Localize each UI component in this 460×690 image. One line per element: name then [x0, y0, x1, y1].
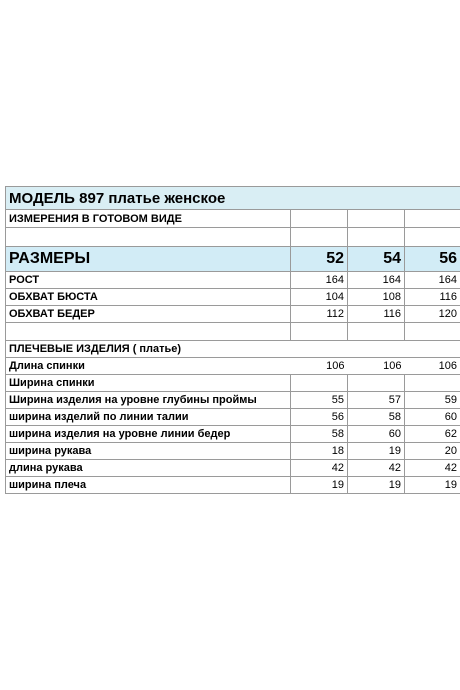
cell-value: 164 — [405, 272, 460, 289]
table-row — [6, 289, 460, 306]
table-row — [6, 272, 460, 289]
row-label: Ширина спинки — [6, 375, 291, 392]
cell-value: 164 — [291, 272, 348, 289]
table-row — [6, 358, 460, 375]
measurements-subtitle: ИЗМЕРЕНИЯ В ГОТОВОМ ВИДЕ — [6, 210, 291, 228]
cell-value: 42 — [348, 460, 405, 477]
cell-value: 106 — [291, 358, 348, 375]
cell-value: 56 — [291, 409, 348, 426]
section-header-row — [6, 341, 460, 358]
row-label: Ширина изделия на уровне глубины проймы — [6, 392, 291, 409]
cell-value: 20 — [405, 443, 460, 460]
row-label: длина рукава — [6, 460, 291, 477]
cell-value — [405, 375, 460, 392]
cell-value: 116 — [405, 289, 460, 306]
cell-value: 18 — [291, 443, 348, 460]
size-chart-table — [5, 186, 460, 494]
cell-value: 60 — [405, 409, 460, 426]
cell-value: 19 — [348, 443, 405, 460]
row-label: ОБХВАТ БЮСТА — [6, 289, 291, 306]
table-row — [6, 460, 460, 477]
table-row — [6, 426, 460, 443]
table-row — [6, 443, 460, 460]
cell-value — [348, 375, 405, 392]
row-label: ОБХВАТ БЕДЕР — [6, 306, 291, 323]
table-row — [6, 375, 460, 392]
cell-value: 104 — [291, 289, 348, 306]
blank-row — [6, 228, 460, 247]
section-label: ПЛЕЧЕВЫЕ ИЗДЕЛИЯ ( платье) — [6, 341, 291, 358]
size-header: 56 — [405, 247, 460, 272]
cell-value: 57 — [348, 392, 405, 409]
cell-value: 112 — [291, 306, 348, 323]
cell-value: 59 — [405, 392, 460, 409]
model-title: МОДЕЛЬ 897 платье женское — [6, 187, 460, 210]
table-row — [6, 392, 460, 409]
size-header: 52 — [291, 247, 348, 272]
row-label: ширина рукава — [6, 443, 291, 460]
cell-value: 42 — [291, 460, 348, 477]
cell-value: 120 — [405, 306, 460, 323]
cell-value: 42 — [405, 460, 460, 477]
cell-value — [291, 375, 348, 392]
cell-value: 19 — [405, 477, 460, 494]
cell-value: 106 — [405, 358, 460, 375]
cell-value: 19 — [348, 477, 405, 494]
table-row — [6, 306, 460, 323]
row-label: ширина изделия на уровне линии бедер — [6, 426, 291, 443]
spacer-row — [6, 323, 460, 341]
cell-value: 116 — [348, 306, 405, 323]
row-label: Длина спинки — [6, 358, 291, 375]
row-label: ширина плеча — [6, 477, 291, 494]
cell-value: 58 — [291, 426, 348, 443]
table-row — [6, 477, 460, 494]
cell-value: 106 — [348, 358, 405, 375]
cell-value: 62 — [405, 426, 460, 443]
cell-value: 60 — [348, 426, 405, 443]
title-row — [6, 187, 460, 210]
size-header: 54 — [348, 247, 405, 272]
cell-value: 55 — [291, 392, 348, 409]
row-label: РОСТ — [6, 272, 291, 289]
sizes-label: РАЗМЕРЫ — [6, 247, 291, 272]
row-label: ширина изделий по линии талии — [6, 409, 291, 426]
cell-value: 108 — [348, 289, 405, 306]
cell-value: 164 — [348, 272, 405, 289]
cell-value: 19 — [291, 477, 348, 494]
subtitle-row — [6, 210, 460, 228]
table-row — [6, 409, 460, 426]
cell-value: 58 — [348, 409, 405, 426]
sizes-header-row — [6, 247, 460, 272]
